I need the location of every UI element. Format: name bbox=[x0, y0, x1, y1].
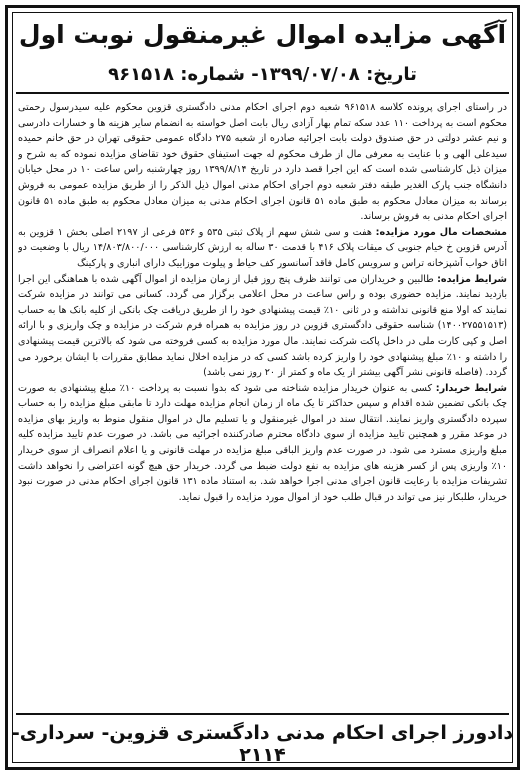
buyer-terms-paragraph bbox=[18, 381, 507, 506]
signature-line: دادورز اجرای احکام مدنی دادگستری قزوین- سرداری- ۲۱۱۴ bbox=[11, 722, 514, 766]
notice-frame bbox=[5, 5, 520, 770]
buyer-terms-text: کسی به عنوان خریدار مزایده شناخته می شود که بدوا نسبت به پرداخت ۱۰٪ مبلغ پیشنهادی به صورت چک بانکی تضمین شده اقدام و سپس حداکثر تا یک ماه از زمان انجام مزایده مهلت دارد تا مابقی مبلغ مزایده را به حساب سپرده دادگستری واریز نمایند. انتقال سند در اموال غیرمنقول و یا تسلیم مال در اموال منقول منوط به واریز بهای مزایده در موعد مقرر و همچنین تایید مزایده از سوی دادگاه محترم صادرکننده اجرائیه می باشد. در صورت عدم تایید مزایده کلیه مبلغ واریزی مسترد می شود. در صورت عدم واریز الباقی مبلغ مزایده در مهلت قانونی و یا اعلام انصراف از سوی خریدار ۱۰٪ واریزی پس از کسر هزینه های مزایده به نفع دولت ضبط می گردد. خریدار حق هیچ گونه اعتراضی را نخواهد داشت تشریفات مزایده با رعایت قانون اجرای مدنی اجرا خواهد شد. به استناد ماده ۱۳۱ قانون اجرای احکام مدنی در صورت نبود خریدار، طلبکار نیز می تواند در قبال طلب خود از اموال مورد مزایده را قبول نماید. bbox=[18, 382, 507, 503]
property-specs-paragraph bbox=[18, 225, 507, 272]
notice-body bbox=[18, 100, 507, 696]
auction-terms-paragraph bbox=[18, 272, 507, 381]
notice-date-number: تاریخ: ۱۳۹۹/۰۷/۰۸- شماره: ۹۶۱۵۱۸ bbox=[108, 64, 417, 85]
property-specs-label: مشخصات مال مورد مزایده: bbox=[375, 226, 507, 238]
auction-terms-text: طالبین و خریداران می توانند ظرف پنج روز قبل از زمان مزایده از اموال آگهی شده با هماهنگی این اجرا بازدید نمایند. مزایده حضوری بوده و راس ساعت در محل اعلامی برگزار می گردد. کسانی می توانند در مزایده شرکت نمایند که اولا منع قانونی نداشته و در ثانی ۱۰٪ قیمت پیشنهادی خود را از طریق دریافت چک بانکی از کلیه بانک ها به حساب (۱۴۰۰۲۷۵۵۱۵۱۳) شناسه حقوقی دادگستری قزوین در روز مزایده به همراه فرم شرکت در مزایده و چک واریزی و با ارائه اصل و کپی کارت ملی در داخل پاکت شرکت نمایند. مال مورد مزایده به کسی فروخته می شود که بالاترین قیمت پیشنهادی را داشته و ۱۰٪ مبلغ پیشنهادی خود را واریز کرده باشد کسی که در مزایده اخلال نماید مطابق مقررات با ایشان برخورد می گردد. (فاصله قانونی نشر آگهی بیشتر از یک ماه و کمتر از ۲۰ روز نمی باشد) bbox=[18, 273, 507, 379]
notice-title: آگهی مزایده اموال غیرمنقول نوبت اول bbox=[18, 20, 507, 49]
footer-divider bbox=[16, 713, 509, 715]
property-specs-text: هفت و سی شش سهم از پلاک ثبتی ۵۳۵ و ۵۳۶ فرعی از ۲۱۹۷ اصلی بخش ۱ قزوین به آدرس قزوین خ خیام جنوبی ک میقات پلاک ۴۱۶ با قدمت ۳۰ ساله به ارزش کارشناسی ۱۴/۸۰۳/۸۰۰/۰۰۰ ریال با وضعیت دو اتاق خواب آشپزخانه تراس و سرویس کامل فاقد آسانسور کف حیاط و پیلوت موزاییک دارای انباری و پارکینگ bbox=[18, 226, 507, 269]
auction-terms-label: شرایط مزایده: bbox=[437, 273, 507, 285]
header-divider bbox=[16, 92, 509, 94]
intro-paragraph: در راستای اجرای پرونده کلاسه ۹۶۱۵۱۸ شعبه دوم اجرای احکام مدنی دادگستری قزوین محکوم علیه سیدرسول رحمتی محکوم است به پرداخت ۱۱۰ عدد سکه تمام بهار آزادی ریال بابت اصل خواسته به انضمام سایر هزینه ها و خسارات دادرسی و نیم عشر دولتی در حق صندوق دولت بابت اجرائیه صادره از شعبه ۲۷۵ دادگاه عمومی حقوقی تهران در حق خانم حمیده سیدعلی الهی و با عنایت به معرفی مال از طرف محکوم له جهت استیفای حقوق خود تقاضای مزایده نموده که به شرح و میزان ذیل کارشناسی شده است که این اجرا قصد دارد در تاریخ ۱۳۹۹/۸/۱۴ روز چهارشنبه راس ساعت ۱۰ در محل خیابان دانشگاه جنب پارک الغدیر طبقه دفتر شعبه دوم اجرای احکام مدنی اموال ذیل الذکر را از طریق مزایده عمومی به فروش برساند به میزان معادل محکوم به طبق ماده ۵۱ قانون اجرای احکام مدنی به میزان معادل محکوم به طبق ماده ۵۱ قانون اجرای احکام مدنی به فروش برساند. bbox=[18, 102, 507, 223]
buyer-terms-label: شرایط خریدار: bbox=[435, 382, 507, 394]
